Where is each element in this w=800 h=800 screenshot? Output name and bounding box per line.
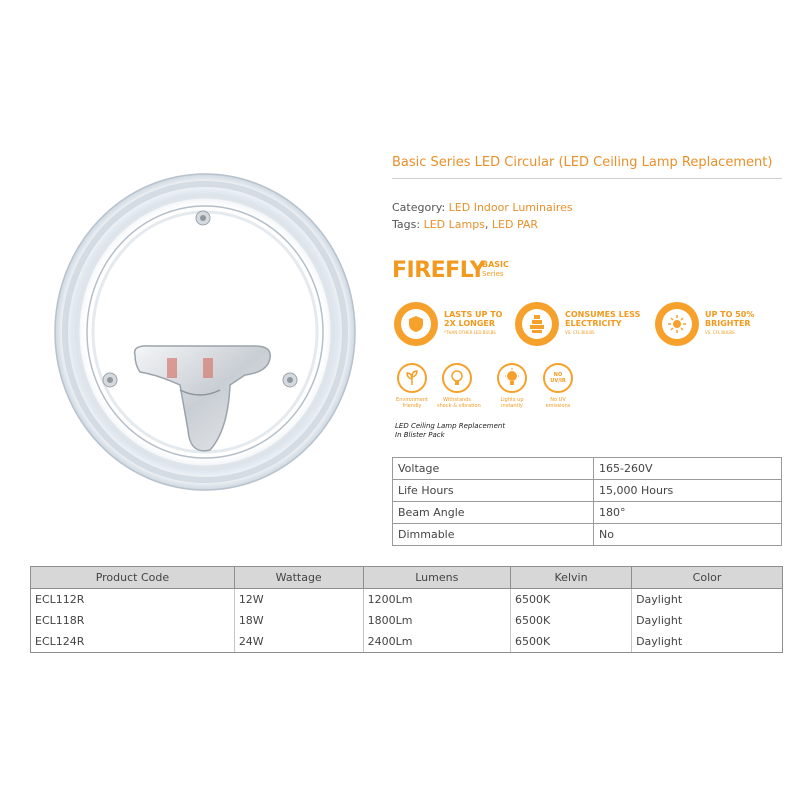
small-feature-shock [437, 363, 481, 409]
cell-wattage: 12W [234, 589, 363, 611]
energy-badge-icon [515, 302, 559, 346]
small-feature-uv [538, 363, 578, 409]
spec-label: Beam Angle [393, 502, 594, 524]
category-label: Category: [392, 201, 446, 214]
table-row [31, 610, 783, 631]
title-divider [392, 178, 782, 179]
product-image [40, 160, 370, 500]
cell-kelvin: 6500K [511, 610, 632, 631]
no-uv-icon [543, 363, 573, 393]
feature-brightness-note: VS. CFL BULBS [705, 330, 735, 335]
cell-kelvin: 6500K [511, 631, 632, 653]
spec-label: Voltage [393, 458, 594, 480]
small-feature-uv-line1: No UV [550, 397, 566, 403]
table-row [31, 631, 783, 653]
cell-color: Daylight [632, 631, 783, 653]
feature-energy-line2: ELECTRICITY [565, 319, 622, 328]
product-table [30, 566, 783, 653]
blister-note-line2: In Blister Pack [395, 431, 445, 439]
small-feature-instant [492, 363, 532, 409]
cell-lumens: 1800Lm [363, 610, 510, 631]
header-product-code: Product Code [31, 567, 235, 589]
spec-row [393, 480, 782, 502]
product-table-header [31, 567, 783, 589]
spec-value: 15,000 Hours [594, 480, 782, 502]
tags-label: Tags: [392, 218, 421, 231]
feature-durability-line1: LASTS UP TO [444, 310, 503, 319]
blister-note-line1: LED Ceiling Lamp Replacement [395, 422, 506, 430]
table-row [31, 589, 783, 611]
cell-lumens: 1200Lm [363, 589, 510, 611]
category-line [392, 201, 573, 214]
brightness-badge-icon [655, 302, 699, 346]
brand-name: FIREFLY [392, 258, 486, 283]
tag-separator: , [484, 218, 489, 231]
product-title: Basic Series LED Circular (LED Ceiling Lamp Replacement) [392, 155, 773, 170]
small-feature-instant-line1: Lights up [500, 397, 524, 403]
brand-series-line1: BASIC [482, 260, 509, 269]
cell-wattage: 24W [234, 631, 363, 653]
spec-value: 165-260V [594, 458, 782, 480]
small-feature-shock-line1: Withstands [443, 397, 471, 403]
feature-brightness-line2: BRIGHTER [705, 319, 751, 328]
tags-line [392, 218, 538, 231]
spec-row [393, 458, 782, 480]
spec-label: Dimmable [393, 524, 594, 546]
cell-kelvin: 6500K [511, 589, 632, 611]
spec-row [393, 502, 782, 524]
feature-durability-line2: 2X LONGER [444, 319, 496, 328]
durability-badge-icon [394, 302, 438, 346]
cell-color: Daylight [632, 589, 783, 611]
cell-product-code: ECL124R [31, 631, 235, 653]
brand-series-line2: Series [482, 270, 504, 278]
feature-energy-note: VS. CFL BULBS [565, 330, 595, 335]
leaf-icon [397, 363, 427, 393]
small-feature-instant-line2: instantly [501, 403, 523, 409]
header-lumens: Lumens [363, 567, 510, 589]
small-feature-uv-line2: emissions [545, 403, 571, 409]
small-feature-shock-line2: shock & vibration [437, 403, 481, 409]
cell-lumens: 2400Lm [363, 631, 510, 653]
tag-link-led-lamps[interactable]: LED Lamps [423, 218, 485, 231]
spec-label: Life Hours [393, 480, 594, 502]
header-wattage: Wattage [234, 567, 363, 589]
cell-wattage: 18W [234, 610, 363, 631]
spec-value: No [594, 524, 782, 546]
feature-energy-line1: CONSUMES LESS [565, 310, 641, 319]
blister-pack-note [395, 422, 505, 440]
cell-product-code: ECL118R [31, 610, 235, 631]
no-uv-icon-text: NO UV/IR [550, 372, 566, 384]
cell-color: Daylight [632, 610, 783, 631]
spec-value: 180° [594, 502, 782, 524]
header-kelvin: Kelvin [511, 567, 632, 589]
small-feature-environment [392, 363, 432, 409]
category-link[interactable]: LED Indoor Luminaires [448, 201, 573, 214]
bulb-shock-icon [442, 363, 472, 393]
spec-row [393, 524, 782, 546]
cell-product-code: ECL112R [31, 589, 235, 611]
feature-durability-note: *THAN OTHER LED BULBS [444, 330, 496, 335]
tag-link-led-par[interactable]: LED PAR [491, 218, 539, 231]
spec-table [392, 457, 782, 546]
bulb-light-icon [497, 363, 527, 393]
small-feature-environment-line2: friendly [402, 403, 422, 409]
feature-brightness-line1: UP TO 50% [705, 310, 755, 319]
header-color: Color [632, 567, 783, 589]
small-feature-environment-line1: Environment [396, 397, 428, 403]
